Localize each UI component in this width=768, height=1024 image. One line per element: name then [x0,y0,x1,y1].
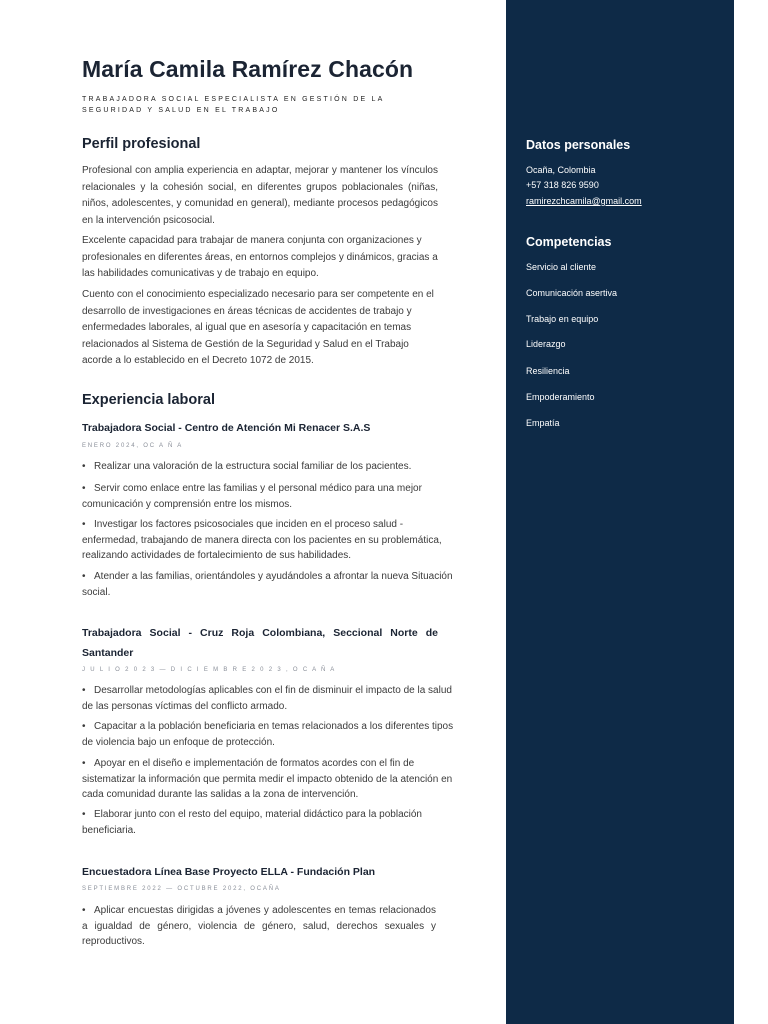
job-bullet [82,683,460,714]
section-title-experience: Experiencia laboral [82,392,215,408]
job-bullet [82,807,460,838]
bullet-text: Servir como enlace entre las familias y el personal médico para una mejor comunicación y comprensión entre los mismos. [82,483,422,510]
job-bullet [82,719,460,750]
job-bullet [82,481,460,512]
bullet-icon: • [82,685,86,696]
section-title-personal-data: Datos personales [526,138,631,152]
contact-email-link[interactable]: ramirezchcamila@gmail.com [526,196,642,206]
bullet-icon: • [82,905,86,916]
bullet-icon: • [82,758,86,769]
job-dates: J U L I O 2 0 2 3 — D I C I E M B R E 2 0 2 3 , O C A Ñ A [82,667,337,673]
section-title-profile: Perfil profesional [82,136,201,152]
bullet-text: Investigar los factores psicosociales que inciden en el proceso salud - enfermedad, trabajando de manera directa con los pacientes en su problemática, realizando actividades de fortalecimiento de sus habilidades. [82,519,442,561]
profile-paragraph: Cuento con el conocimiento especializado necesario para ser competente en el desarrollo de investigaciones en áreas técnicas de accidentes de trabajo y enfermedades laborales, al igual que en asesoría y capacitación en temas relacionados al Sistema de Gestión de la Seguridad y Salud en el Trabajo acorde a lo establecido en el Decreto 1072 de 2015. [82,289,434,366]
job-dates: SEPTIEMBRE 2022 — OCTUBRE 2022, OCAÑA [82,886,281,892]
job-bullet [82,459,460,475]
job-bullet [82,517,460,564]
job-bullet [82,569,460,600]
competency-item: Trabajo en equipo [526,314,599,324]
bullet-icon: • [82,721,86,732]
bullet-text: Capacitar a la población beneficiaria en temas relacionados a los diferentes tipos de violencia bajo un enfoque de protección. [82,721,454,748]
contact-phone: +57 318 826 9590 [526,180,599,190]
bullet-icon: • [82,483,86,494]
candidate-name: María Camila Ramírez Chacón [82,56,414,82]
bullet-icon: • [82,571,86,582]
competency-item: Resiliencia [526,366,570,376]
page-right-margin [734,0,768,1024]
profile-paragraph: Excelente capacidad para trabajar de manera conjunta con organizaciones y profesionales en diferentes áreas, en entornos complejos y dinámicos, gracias a las habilidades comunicativas y de trabajo en equipo. [82,235,438,279]
competency-item: Liderazgo [526,339,566,349]
sidebar-panel [506,0,734,1024]
competency-item: Servicio al cliente [526,262,597,272]
job-bullet [82,903,436,950]
bullet-icon: • [82,809,86,820]
contact-location: Ocaña, Colombia [526,165,596,175]
bullet-text: Realizar una valoración de la estructura social familiar de los pacientes. [94,461,412,472]
bullet-text: Apoyar en el diseño e implementación de formatos acordes con el fin de sistematizar la información que permita medir el impacto obtenido de la atención en cada comunidad durante las salidas a la zona de intervención. [82,758,453,800]
competency-item: Comunicación asertiva [526,288,618,298]
bullet-icon: • [82,461,86,472]
bullet-text: Elaborar junto con el resto del equipo, material didáctico para la población beneficiaria. [82,809,422,836]
job-title: Trabajadora Social - Centro de Atención Mi Renacer S.A.S [82,422,371,434]
bullet-text: Desarrollar metodologías aplicables con el fin de disminuir el impacto de la salud de las personas víctimas del conflicto armado. [82,685,452,712]
candidate-headline: TRABAJADORA SOCIAL ESPECIALISTA EN GESTIÓN DE LA SEGURIDAD Y SALUD EN EL TRABAJO [82,96,385,114]
bullet-text: Aplicar encuestas dirigidas a jóvenes y adolescentes en temas relacionados a igualdad de género, violencia de género, salud, derechos sexuales y reproductivos. [82,905,436,947]
job-title: Trabajadora Social - Cruz Roja Colombiana, Seccional Norte de Santander [82,627,438,659]
job-dates: ENERO 2024, OC A Ñ A [82,443,184,449]
competency-item: Empatía [526,418,560,428]
bullet-icon: • [82,519,86,530]
job-bullet [82,756,460,803]
section-title-competencies: Competencias [526,235,612,249]
bullet-text: Atender a las familias, orientándoles y ayudándoles a afrontar la nueva Situación social. [82,571,453,598]
job-title: Encuestadora Línea Base Proyecto ELLA - Fundación Plan [82,866,376,878]
profile-paragraph: Profesional con amplia experiencia en adaptar, mejorar y mantener los vínculos relacionales y la cohesión social, en diferentes grupos poblacionales (niñas, niños, adolescentes, y comunidad en general), mediante procesos pedagógicos en la intervención psicosocial. [82,165,438,226]
competency-item: Empoderamiento [526,392,595,402]
